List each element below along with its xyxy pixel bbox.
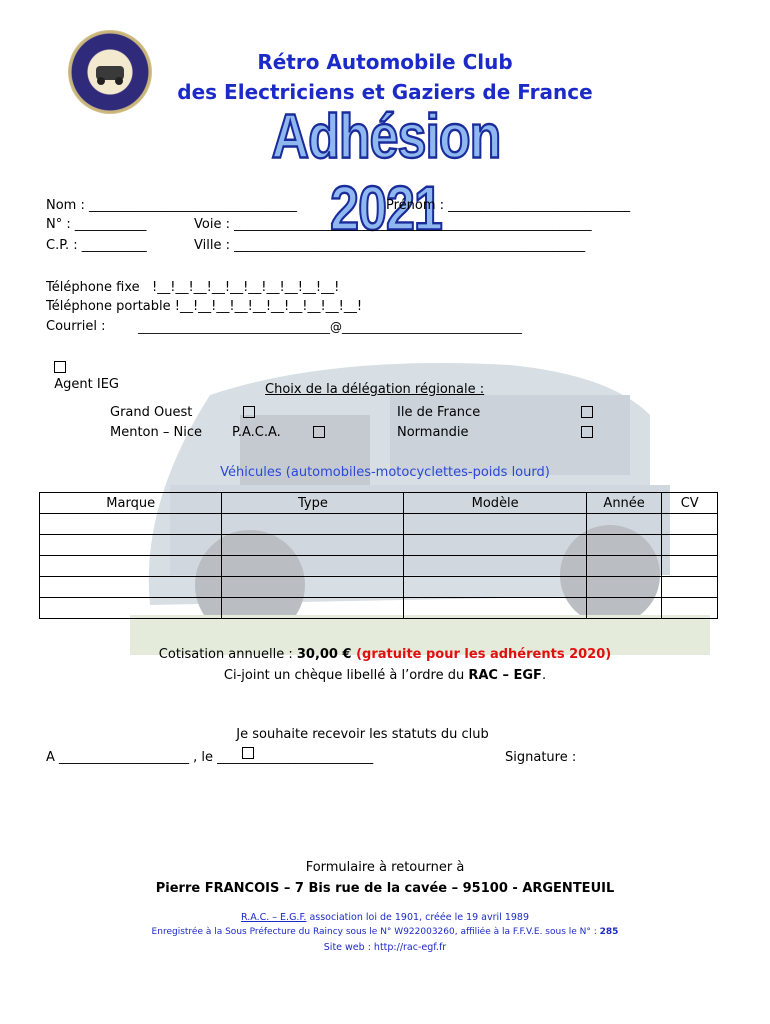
cotisation-free-note: (gratuite pour les adhérents 2020) <box>351 647 612 662</box>
delegation-menton-label: Menton – Nice <box>110 425 202 440</box>
return-label: Formulaire à retourner à <box>305 860 465 875</box>
col-annee: Année <box>586 493 662 514</box>
cheque-suffix: . <box>541 668 547 683</box>
delegation-title: Choix de la délégation régionale : <box>265 382 485 397</box>
numero-field[interactable]: N° : ___________ <box>46 217 147 232</box>
vehicles-header-row <box>40 493 718 514</box>
table-row[interactable] <box>40 598 718 619</box>
registration-text: Enregistrée à la Sous Préfecture du Raincy sous le N° W922003260, affiliée à la F.F.V.E. sous le N° : <box>151 927 600 937</box>
cp-field[interactable]: C.P. : __________ <box>46 238 147 253</box>
col-cv: CV <box>662 493 718 514</box>
vehicles-table <box>39 492 718 619</box>
ffve-number: 285 <box>599 927 619 937</box>
courriel-field[interactable]: ________________________________@______________________________ <box>138 320 522 334</box>
cheque-prefix: Ci-joint un chèque libellé à l’ordre du <box>223 668 469 683</box>
tel-fixe-field[interactable]: Téléphone fixe !__!__!__!__!__!__!__!__!__!__! <box>46 280 340 295</box>
club-title-line2: des Electriciens et Gaziers de France <box>177 80 593 104</box>
nom-field[interactable]: Nom : ________________________________ <box>46 198 297 213</box>
association-name: R.A.C. – E.G.F. <box>240 912 307 923</box>
ile-de-france-checkbox[interactable] <box>581 406 593 418</box>
delegation-grand-ouest-label: Grand Ouest <box>110 405 193 420</box>
agent-ieg-checkbox[interactable] <box>54 361 66 373</box>
voie-field[interactable]: Voie : _______________________________________________________ <box>194 217 592 232</box>
cotisation-prefix: Cotisation annuelle : <box>158 647 297 662</box>
prenom-field[interactable]: Prénom : ____________________________ <box>386 198 631 213</box>
cheque-line <box>0 667 770 685</box>
cotisation-amount: 30,00 € <box>296 647 352 662</box>
registration-line <box>0 927 770 937</box>
statuts-label: Je souhaite recevoir les statuts du club <box>236 727 489 742</box>
table-row[interactable] <box>40 577 718 598</box>
delegation-paca-label: P.A.C.A. <box>232 425 281 440</box>
cheque-payee: RAC – EGF <box>468 668 542 683</box>
club-title-line1: Rétro Automobile Club <box>257 50 513 74</box>
table-row[interactable] <box>40 514 718 535</box>
col-type: Type <box>222 493 404 514</box>
grand-ouest-checkbox[interactable] <box>243 406 255 418</box>
agent-ieg-option[interactable] <box>46 340 119 394</box>
association-line <box>0 912 770 923</box>
vehicles-title: Véhicules (automobiles-motocyclettes-poids lourd) <box>220 465 550 480</box>
delegation-idf-label: Ile de France <box>397 405 481 420</box>
table-row[interactable] <box>40 535 718 556</box>
ville-field[interactable]: Ville : ______________________________________________________ <box>194 238 586 253</box>
signature-label: Signature : <box>505 750 577 765</box>
cotisation-line <box>0 646 770 664</box>
normandie-checkbox[interactable] <box>581 426 593 438</box>
return-address: Pierre FRANCOIS – 7 Bis rue de la cavée – 95100 - ARGENTEUIL <box>155 881 615 896</box>
courriel-label: Courriel : <box>46 319 106 334</box>
place-date-field[interactable]: A ____________________ , le ________________________ <box>46 750 374 765</box>
table-row[interactable] <box>40 556 718 577</box>
col-marque: Marque <box>40 493 222 514</box>
adhesion-banner: Adhésion 2021 <box>271 102 501 244</box>
col-modele: Modèle <box>404 493 586 514</box>
tel-portable-field[interactable]: Téléphone portable !__!__!__!__!__!__!__!__!__!__! <box>46 299 363 314</box>
agent-ieg-label: Agent IEG <box>54 377 119 392</box>
delegation-normandie-label: Normandie <box>397 425 469 440</box>
paca-checkbox[interactable] <box>313 426 325 438</box>
association-desc: association loi de 1901, créée le 19 avril 1989 <box>306 912 530 923</box>
website-link[interactable]: Site web : http://rac-egf.fr <box>323 942 447 953</box>
